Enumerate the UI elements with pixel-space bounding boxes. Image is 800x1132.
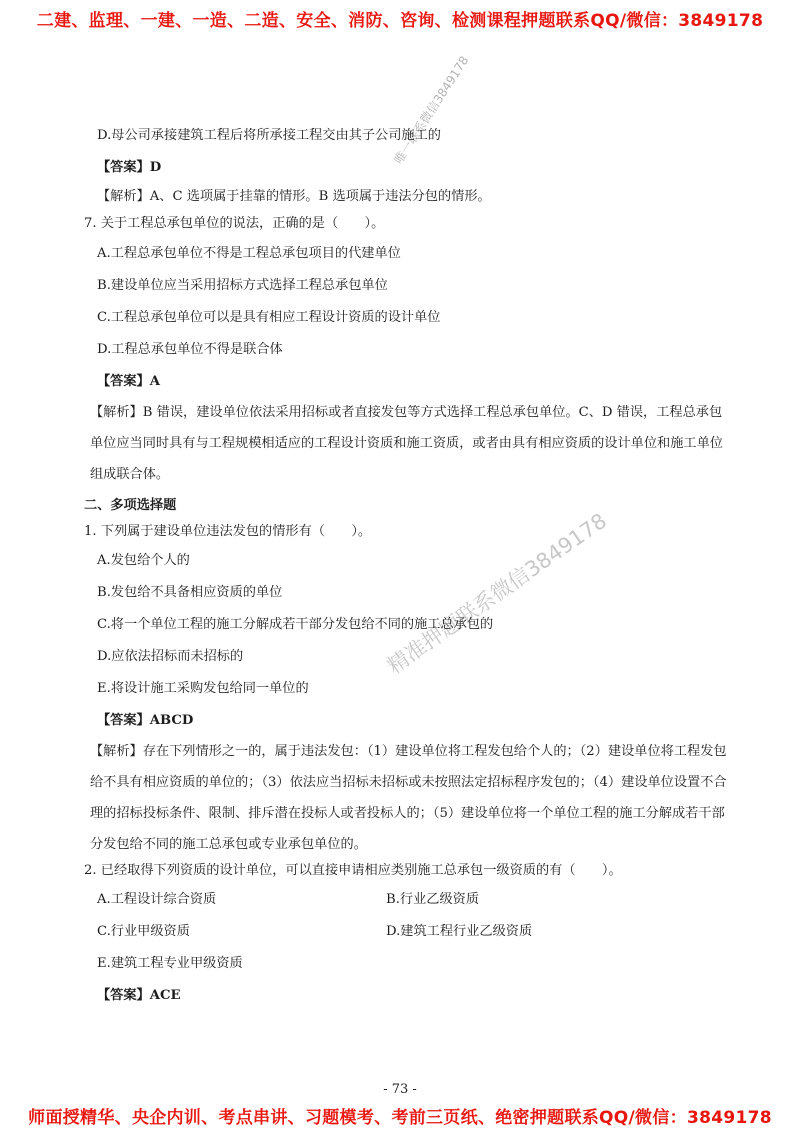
mq2-option-a: A.工程设计综合资质 — [97, 892, 217, 907]
mq2-option-c: C.行业甲级资质 — [97, 924, 190, 939]
mq2-option-b: B.行业乙级资质 — [386, 892, 480, 907]
q7-stem: 7. 关于工程总承包单位的说法，正确的是（ ）。 — [84, 216, 385, 231]
mq2-option-e: E.建筑工程专业甲级资质 — [97, 956, 243, 971]
q7-option-b: B.建设单位应当采用招标方式选择工程总承包单位 — [97, 278, 388, 293]
header-banner: 二建、监理、一建、一造、二造、安全、消防、咨询、检测课程押题联系QQ/微信：3849178 — [36, 11, 764, 31]
q6-option-d: D.母公司承接建筑工程后将所承接工程交由其子公司施工的 — [97, 128, 441, 143]
mq1-option-d: D.应依法招标而未招标的 — [97, 649, 244, 664]
q7-answer: 【答案】A — [97, 374, 160, 389]
mq1-analysis: 【解析】存在下列情形之一的，属于违法发包：（1）建设单位将工程发包给个人的；（2）建设单位将工程发包给不具有相应资质的单位的；（3）依法应当招标未招标或未按照法定招标程序发包的；（4）建设单位设置不合理的招标投标条件、限制、排斥潜在投标人或者投标人的；（5）建设单位将一个单位工程的施工分解成若干部分发包给不同的施工总承包或专业承包单位的。 — [90, 744, 727, 852]
q6-analysis: 【解析】A、C 选项属于挂靠的情形。B 选项属于违法分包的情形。 — [97, 189, 491, 204]
mq2-answer: 【答案】ACE — [97, 988, 181, 1003]
page-number: - 73 - — [383, 1082, 417, 1097]
mq1-stem: 1. 下列属于建设单位违法发包的情形有（ ）。 — [84, 524, 372, 539]
footer-banner: 师面授精华、央企内训、考点串讲、习题模考、考前三页纸、绝密押题联系QQ/微信：3849178 — [28, 1108, 772, 1128]
section-title: 二、多项选择题 — [84, 498, 177, 513]
mq1-option-c: C.将一个单位工程的施工分解成若干部分发包给不同的施工总承包的 — [97, 617, 494, 632]
mq2-stem: 2. 已经取得下列资质的设计单位，可以直接申请相应类别施工总承包一级资质的有（ ）。 — [84, 863, 622, 878]
mq1-option-b: B.发包给不具备相应资质的单位 — [97, 585, 283, 600]
mq1-option-e: E.将设计施工采购发包给同一单位的 — [97, 681, 309, 696]
watermark-small: 唯一联系微信3849178 — [391, 53, 472, 167]
mq1-answer: 【答案】ABCD — [97, 713, 194, 728]
q7-option-d: D.工程总承包单位不得是联合体 — [97, 342, 283, 357]
q7-analysis: 【解析】B 错误，建设单位依法采用招标或者直接发包等方式选择工程总承包单位。C、D 错误，工程总承包单位应当同时具有与工程规模相适应的工程设计资质和施工资质，或者由具有相应资质的设计单位和施工单位组成联合体。 — [90, 405, 723, 482]
watermark-large: 精准押题联系微信3849178 — [383, 508, 612, 679]
q6-answer: 【答案】D — [97, 160, 162, 175]
mq2-option-d: D.建筑工程行业乙级资质 — [386, 924, 533, 939]
mq1-option-a: A.发包给个人的 — [97, 553, 190, 568]
q7-option-c: C.工程总承包单位可以是具有相应工程设计资质的设计单位 — [97, 310, 441, 325]
q7-option-a: A.工程总承包单位不得是工程总承包项目的代建单位 — [97, 246, 401, 261]
